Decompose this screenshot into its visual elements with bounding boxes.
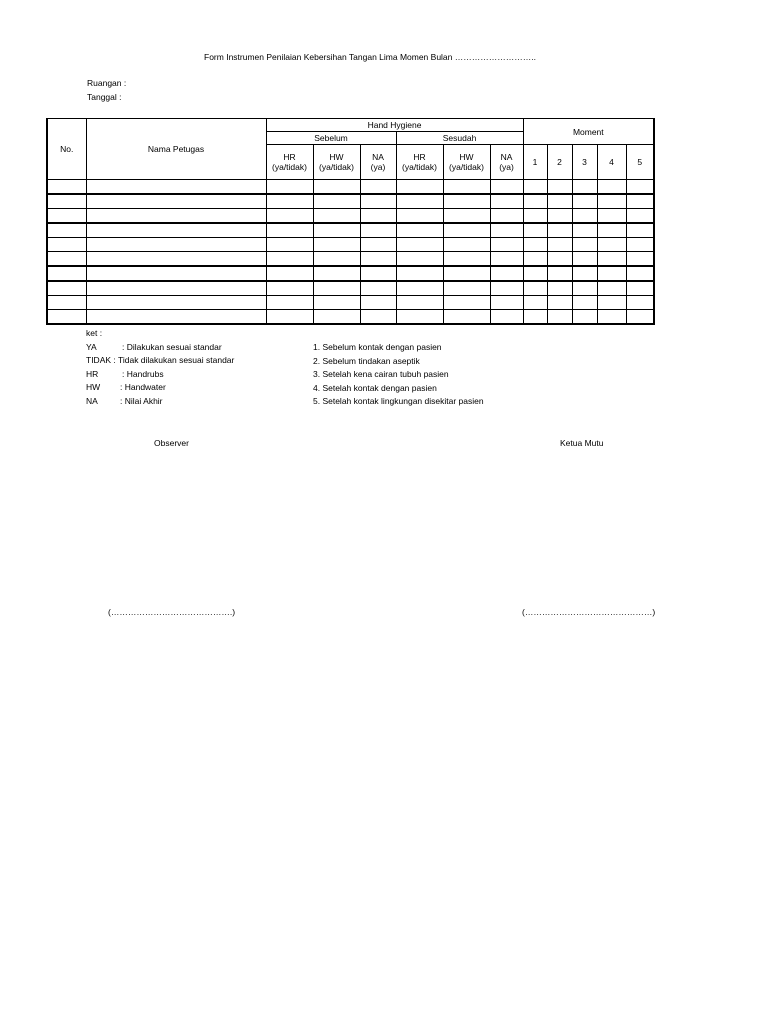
- table-cell[interactable]: [572, 310, 597, 325]
- table-cell[interactable]: [47, 281, 86, 296]
- table-cell[interactable]: [490, 223, 523, 238]
- table-cell[interactable]: [523, 209, 547, 224]
- table-cell[interactable]: [490, 266, 523, 281]
- table-cell[interactable]: [86, 281, 266, 296]
- table-cell[interactable]: [360, 266, 396, 281]
- table-cell[interactable]: [547, 238, 572, 252]
- header-no: No.: [47, 119, 86, 180]
- table-cell[interactable]: [523, 238, 547, 252]
- table-body: [47, 180, 654, 325]
- table-cell[interactable]: [597, 266, 626, 281]
- table-cell[interactable]: [313, 296, 360, 310]
- table-row: [47, 296, 654, 310]
- table-cell[interactable]: [626, 223, 654, 238]
- table-cell[interactable]: [266, 296, 313, 310]
- table-cell[interactable]: [266, 223, 313, 238]
- table-cell[interactable]: [572, 266, 597, 281]
- table-cell[interactable]: [47, 252, 86, 267]
- table-cell[interactable]: [360, 223, 396, 238]
- table-cell[interactable]: [396, 310, 443, 325]
- table-cell[interactable]: [396, 238, 443, 252]
- table-cell[interactable]: [523, 281, 547, 296]
- table-cell[interactable]: [572, 252, 597, 267]
- table-cell[interactable]: [490, 238, 523, 252]
- header-sebelum-na: NA (ya): [360, 145, 396, 180]
- table-cell[interactable]: [443, 238, 490, 252]
- table-cell[interactable]: [626, 180, 654, 195]
- table-row: [47, 180, 654, 195]
- assessment-table: [46, 118, 655, 325]
- table-cell[interactable]: [86, 180, 266, 195]
- table-cell[interactable]: [47, 194, 86, 209]
- legend-moment-5: 5. Setelah kontak lingkungan disekitar pasien: [313, 396, 484, 406]
- header-moment-3: 3: [572, 145, 597, 180]
- table-cell[interactable]: [490, 209, 523, 224]
- table-cell[interactable]: [597, 194, 626, 209]
- table-row: [47, 194, 654, 209]
- ketua-signature-line: (………………………………………): [522, 607, 656, 617]
- table-cell[interactable]: [523, 194, 547, 209]
- table-cell[interactable]: [597, 296, 626, 310]
- table-cell[interactable]: [547, 252, 572, 267]
- header-moment-1: 1: [523, 145, 547, 180]
- header-nama-petugas: Nama Petugas: [86, 119, 266, 180]
- legend-item-na: NA : Nilai Akhir: [86, 395, 163, 406]
- table-cell[interactable]: [597, 281, 626, 296]
- legend-moments: [313, 341, 484, 409]
- table-cell[interactable]: [626, 266, 654, 281]
- table-cell[interactable]: [523, 310, 547, 325]
- table-cell[interactable]: [266, 281, 313, 296]
- header-sesudah: Sesudah: [396, 132, 523, 145]
- table-cell[interactable]: [572, 238, 597, 252]
- table-cell[interactable]: [597, 180, 626, 195]
- tanggal-field: Tanggal :: [87, 92, 122, 102]
- table-cell[interactable]: [490, 310, 523, 325]
- table-cell[interactable]: [490, 252, 523, 267]
- table-cell[interactable]: [626, 310, 654, 325]
- table-cell[interactable]: [443, 266, 490, 281]
- table-cell[interactable]: [313, 209, 360, 224]
- table-cell[interactable]: [360, 209, 396, 224]
- header-moment-5: 5: [626, 145, 654, 180]
- table-cell[interactable]: [360, 194, 396, 209]
- table-cell[interactable]: [547, 310, 572, 325]
- legend-item-tidak: TIDAK : Tidak dilakukan sesuai standar: [86, 355, 235, 365]
- table-cell[interactable]: [86, 252, 266, 267]
- header-sebelum-hr: HR (ya/tidak): [266, 145, 313, 180]
- table-cell[interactable]: [597, 223, 626, 238]
- header-sesudah-hw: HW (ya/tidak): [443, 145, 490, 180]
- table-cell[interactable]: [597, 252, 626, 267]
- table-cell[interactable]: [572, 296, 597, 310]
- table-cell[interactable]: [313, 266, 360, 281]
- table-cell[interactable]: [443, 194, 490, 209]
- table-cell[interactable]: [86, 223, 266, 238]
- table-cell[interactable]: [443, 296, 490, 310]
- header-hand-hygiene: Hand Hygiene: [266, 119, 523, 132]
- table-cell[interactable]: [443, 252, 490, 267]
- table-row: [47, 238, 654, 252]
- table-cell[interactable]: [626, 194, 654, 209]
- table-cell[interactable]: [547, 209, 572, 224]
- table-cell[interactable]: [396, 223, 443, 238]
- table-cell[interactable]: [86, 296, 266, 310]
- table-cell[interactable]: [396, 180, 443, 195]
- table-cell[interactable]: [396, 252, 443, 267]
- table-cell[interactable]: [490, 281, 523, 296]
- table-cell[interactable]: [266, 194, 313, 209]
- table-cell[interactable]: [47, 209, 86, 224]
- table-cell[interactable]: [86, 310, 266, 325]
- table-cell[interactable]: [360, 238, 396, 252]
- table-cell[interactable]: [396, 209, 443, 224]
- ruangan-field: Ruangan :: [87, 78, 127, 88]
- table-cell[interactable]: [86, 194, 266, 209]
- table-cell[interactable]: [360, 296, 396, 310]
- table-cell[interactable]: [523, 223, 547, 238]
- table-cell[interactable]: [572, 194, 597, 209]
- table-cell[interactable]: [597, 209, 626, 224]
- header-moment: Moment: [523, 119, 654, 145]
- table-cell[interactable]: [47, 296, 86, 310]
- table-cell[interactable]: [490, 194, 523, 209]
- table-cell[interactable]: [572, 209, 597, 224]
- table-cell[interactable]: [547, 223, 572, 238]
- table-cell[interactable]: [47, 266, 86, 281]
- table-cell[interactable]: [597, 238, 626, 252]
- table-cell[interactable]: [443, 209, 490, 224]
- table-cell[interactable]: [47, 238, 86, 252]
- table-cell[interactable]: [313, 223, 360, 238]
- legend-abbreviations: [86, 327, 234, 408]
- table-cell[interactable]: [360, 252, 396, 267]
- header-sebelum: Sebelum: [266, 132, 396, 145]
- observer-label: Observer: [154, 438, 189, 448]
- table-row: [47, 310, 654, 325]
- table-cell[interactable]: [86, 266, 266, 281]
- table-row: [47, 252, 654, 267]
- table-row: [47, 281, 654, 296]
- legend-ket-label: ket :: [86, 328, 103, 338]
- table-cell[interactable]: [313, 281, 360, 296]
- table-cell[interactable]: [396, 266, 443, 281]
- header-sesudah-na: NA (ya): [490, 145, 523, 180]
- table-cell[interactable]: [313, 252, 360, 267]
- table-cell[interactable]: [626, 252, 654, 267]
- table-cell[interactable]: [266, 209, 313, 224]
- table-cell[interactable]: [626, 238, 654, 252]
- table-cell[interactable]: [313, 194, 360, 209]
- legend-moment-2: 2. Sebelum tindakan aseptik: [313, 355, 420, 366]
- table-cell[interactable]: [266, 310, 313, 325]
- table-cell[interactable]: [626, 296, 654, 310]
- table-cell[interactable]: [313, 238, 360, 252]
- table-cell[interactable]: [47, 180, 86, 195]
- table-cell[interactable]: [396, 281, 443, 296]
- header-moment-2: 2: [547, 145, 572, 180]
- legend-item-ya: YA : Dilakukan sesuai standar: [86, 341, 222, 352]
- table-cell[interactable]: [360, 310, 396, 325]
- observer-signature-line: (…………………………………….): [108, 607, 236, 617]
- legend-moment-3: 3. Setelah kena cairan tubuh pasien: [313, 369, 449, 379]
- table-row: [47, 209, 654, 224]
- page-title: Form Instrumen Penilaian Kebersihan Tangan Lima Momen Bulan ………………………..: [204, 52, 536, 62]
- header-moment-4: 4: [597, 145, 626, 180]
- table-cell[interactable]: [547, 180, 572, 195]
- table-cell[interactable]: [572, 180, 597, 195]
- table-row: [47, 223, 654, 238]
- table-cell[interactable]: [396, 194, 443, 209]
- header-sebelum-hw: HW (ya/tidak): [313, 145, 360, 180]
- table-cell[interactable]: [443, 310, 490, 325]
- table-row: [47, 266, 654, 281]
- table-cell[interactable]: [47, 223, 86, 238]
- table-cell[interactable]: [360, 180, 396, 195]
- legend-moment-1: 1. Sebelum kontak dengan pasien: [313, 342, 442, 352]
- table-cell[interactable]: [313, 310, 360, 325]
- table-cell[interactable]: [86, 238, 266, 252]
- table-cell[interactable]: [443, 223, 490, 238]
- table-cell[interactable]: [547, 296, 572, 310]
- table-cell[interactable]: [86, 209, 266, 224]
- table-cell[interactable]: [547, 194, 572, 209]
- table-cell[interactable]: [523, 296, 547, 310]
- table-cell[interactable]: [443, 281, 490, 296]
- ketua-mutu-label: Ketua Mutu: [560, 438, 604, 448]
- table-cell[interactable]: [266, 238, 313, 252]
- table-cell[interactable]: [266, 266, 313, 281]
- table-cell[interactable]: [313, 180, 360, 195]
- table-cell[interactable]: [523, 180, 547, 195]
- table-cell[interactable]: [547, 266, 572, 281]
- table-cell[interactable]: [523, 266, 547, 281]
- table-cell[interactable]: [626, 281, 654, 296]
- table-cell[interactable]: [572, 223, 597, 238]
- table-cell[interactable]: [47, 310, 86, 325]
- table-cell[interactable]: [626, 209, 654, 224]
- table-cell[interactable]: [523, 252, 547, 267]
- legend-item-hr: HR : Handrubs: [86, 368, 164, 379]
- table-cell[interactable]: [547, 281, 572, 296]
- table-cell[interactable]: [597, 310, 626, 325]
- table-cell[interactable]: [396, 296, 443, 310]
- legend-moment-4: 4. Setelah kontak dengan pasien: [313, 382, 437, 393]
- table-cell[interactable]: [266, 180, 313, 195]
- table-cell[interactable]: [572, 281, 597, 296]
- legend-item-hw: HW : Handwater: [86, 382, 166, 392]
- table-cell[interactable]: [490, 296, 523, 310]
- table-cell[interactable]: [360, 281, 396, 296]
- table-cell[interactable]: [490, 180, 523, 195]
- table-cell[interactable]: [443, 180, 490, 195]
- table-cell[interactable]: [266, 252, 313, 267]
- header-sesudah-hr: HR (ya/tidak): [396, 145, 443, 180]
